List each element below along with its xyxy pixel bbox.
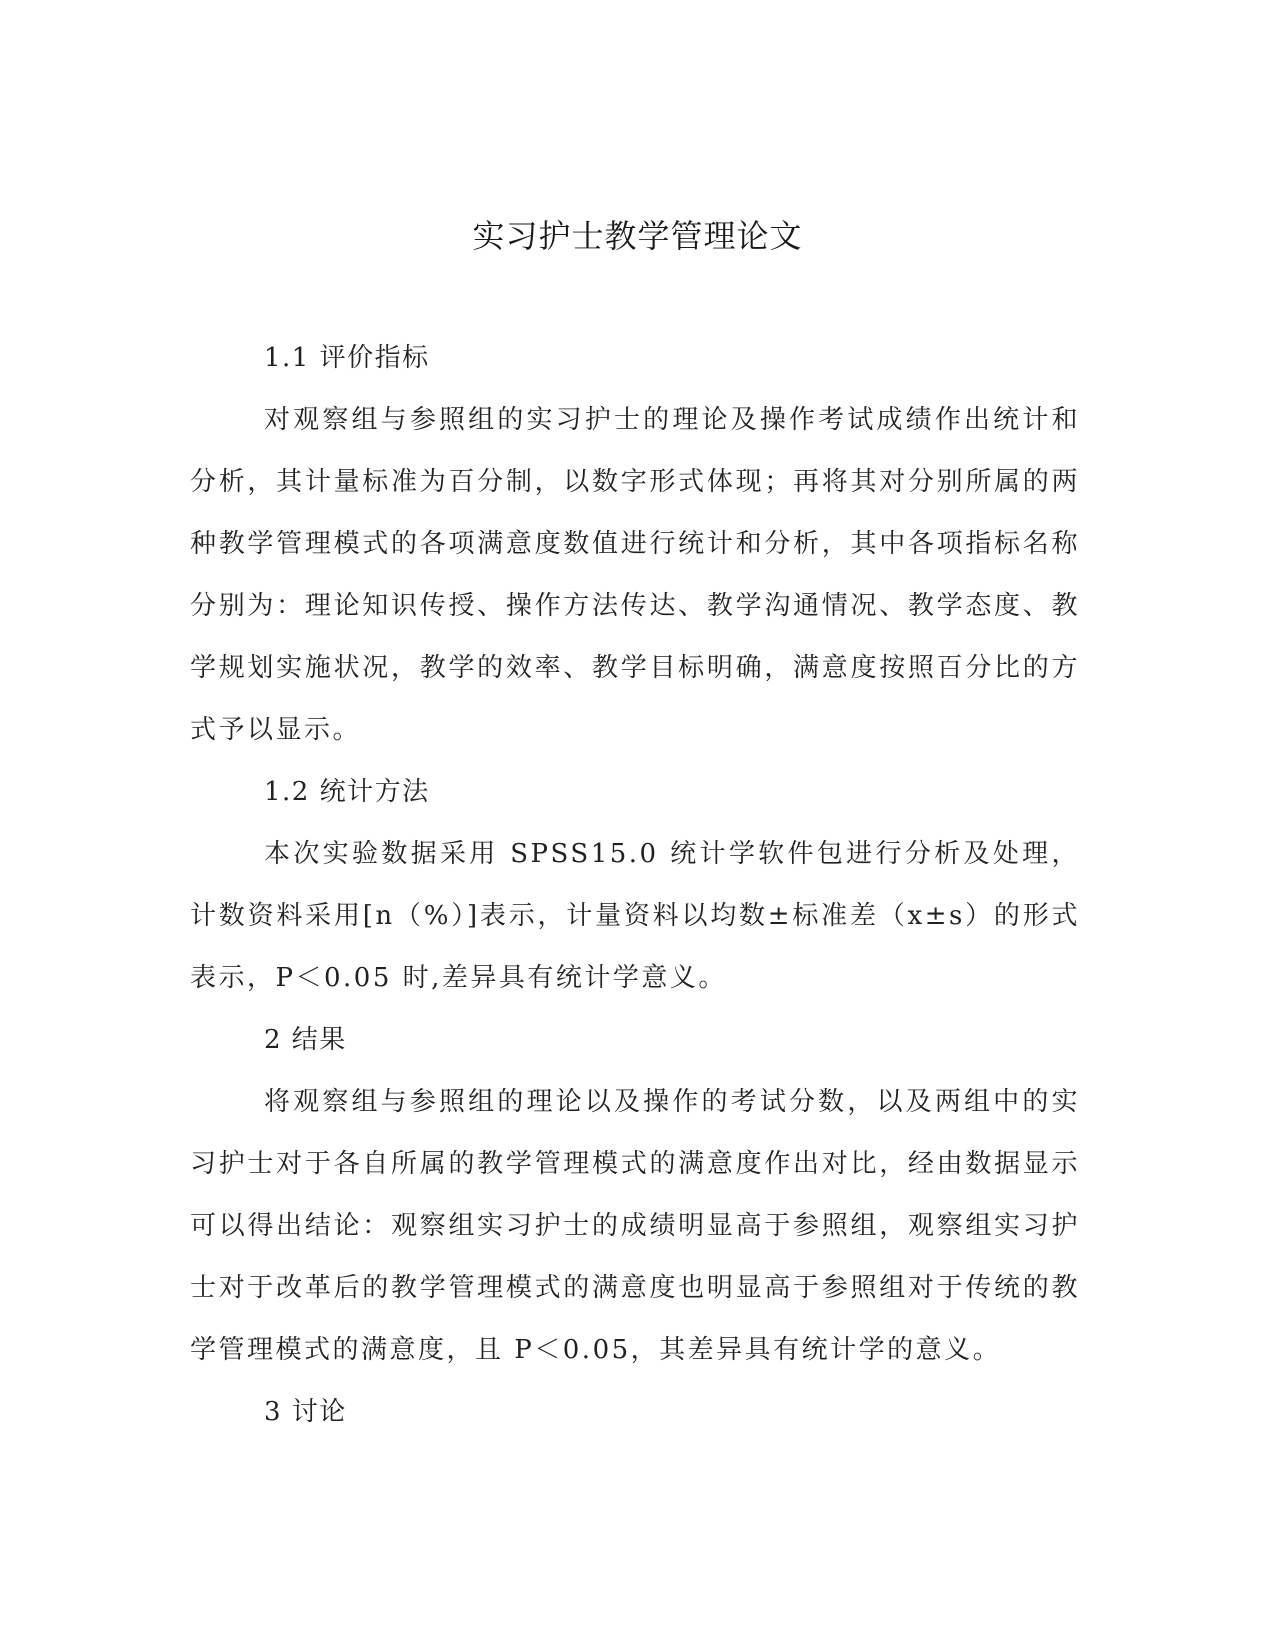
section-heading-statistical-methods: 1.2 统计方法 xyxy=(264,777,430,807)
section-heading-evaluation-indicators: 1.1 评价指标 xyxy=(264,343,430,373)
document-body xyxy=(190,327,1080,1443)
document-title: 实习护士教学管理论文 xyxy=(472,217,803,255)
paragraph-results: 将观察组与参照组的理论以及操作的考试分数，以及两组中的实习护士对于各自所属的教学管理模式的满意度作出对比，经由数据显示可以得出结论：观察组实习护士的成绩明显高于参照组，观察组实习护士对于改革后的教学管理模式的满意度也明显高于参照组对于传统的教学管理模式的满意度，且 P＜0.05，其差异具有统计学的意义。 xyxy=(190,1087,1080,1365)
paragraph-evaluation-indicators: 对观察组与参照组的实习护士的理论及操作考试成绩作出统计和分析，其计量标准为百分制，以数字形式体现；再将其对分别所属的两种教学管理模式的各项满意度数值进行统计和分析，其中各项指标名称分别为：理论知识传授、操作方法传达、教学沟通情况、教学态度、教学规划实施状况，教学的效率、教学目标明确，满意度按照百分比的方式予以显示。 xyxy=(190,405,1080,745)
paragraph-statistical-methods: 本次实验数据采用 SPSS15.0 统计学软件包进行分析及处理，计数资料采用[n（%）]表示，计量资料以均数±标准差（x±s）的形式表示，P＜0.05 时,差异具有统计学意义。 xyxy=(190,839,1080,993)
section-heading-results: 2 结果 xyxy=(264,1025,347,1055)
section-heading-discussion: 3 讨论 xyxy=(264,1397,347,1427)
